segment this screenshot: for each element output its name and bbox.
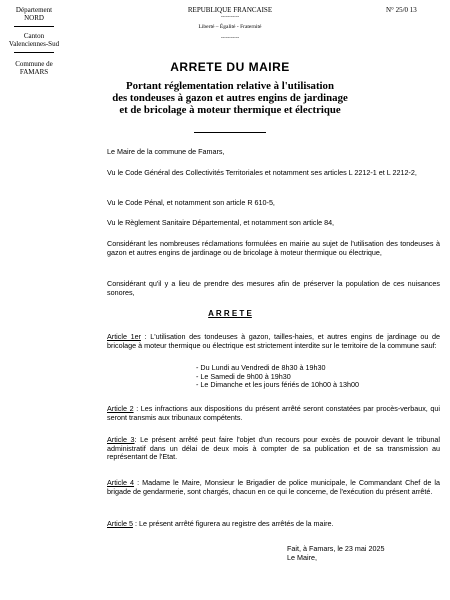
- subtitle: [60, 80, 400, 116]
- article-5-text: : Le présent arrêté figurera au registre des arrêtés de la maire.: [132, 519, 334, 528]
- commune-block: [4, 60, 64, 76]
- dash-line: -----------: [220, 15, 240, 20]
- decree-number: N° 25/0 13: [386, 6, 417, 14]
- canton-block: [4, 32, 64, 48]
- department-label: Département: [15, 6, 53, 14]
- subtitle-line: et de bricolage à moteur thermique et électrique: [119, 104, 341, 116]
- subtitle-line: des tondeuses à gazon et autres engins de jardinage: [112, 92, 348, 104]
- department-name: NORD: [24, 14, 44, 22]
- republic-block: [160, 6, 300, 42]
- arrete-heading: A R R E T E: [208, 309, 252, 318]
- article-1-label: Article 1er: [107, 332, 141, 341]
- article-2-label: Article 2: [107, 404, 134, 413]
- article-4: [107, 479, 440, 496]
- article-1: [107, 333, 440, 350]
- preamble-complaints: Considérant les nombreuses réclamations formulées en mairie au sujet de l'utilisation des tondeuses à gazon et autres engins de jardinage ou de bricolage à moteur thermique ou électrique,: [107, 239, 440, 257]
- article-5: [107, 520, 440, 529]
- article-4-label: Article 4: [107, 478, 135, 487]
- signature-role: Le Maire,: [287, 553, 317, 562]
- schedule-sunday-holidays: - Le Dimanche et les jours fériés de 10h00 à 13h00: [196, 380, 360, 390]
- article-2-text: : Les infractions aux dispositions du présent arrêté seront constatées par procès-verbaux, qui seront transmis aux tribunaux compétents.: [107, 404, 440, 422]
- schedule-weekdays: - Du Lundi au Vendredi de 8h30 à 19h30: [196, 363, 326, 372]
- article-4-text: : Madame le Maire, Monsieur le Brigadier de police municipale, le Commandant Chef de la brigade de gendarmerie, sont chargés, chacun en ce qui le concerne, de l'exécution du présent arrêté.: [107, 478, 440, 496]
- department-block: [4, 6, 64, 22]
- canton-name: Valenciennes-Sud: [8, 40, 60, 48]
- dash-line: -----------: [220, 36, 240, 41]
- signature-block: [287, 544, 384, 562]
- schedule-saturday: - Le Samedi de 9h00 à 19h30: [196, 371, 291, 381]
- article-2: [107, 405, 440, 422]
- motto: Liberté – Égalité - Fraternité: [198, 24, 262, 30]
- preamble-sanitary-rules: Vu le Règlement Sanitaire Départemental, et notamment son article 84,: [107, 218, 335, 227]
- republic-title: REPUBLIQUE FRANCAISE: [187, 6, 273, 14]
- divider: [194, 132, 266, 133]
- preamble-measures: Considérant qu'il y a lieu de prendre des mesures afin de préserver la population de ces nuisances sonores,: [107, 279, 440, 297]
- divider: [14, 52, 54, 53]
- divider: [14, 26, 54, 27]
- commune-label: Commune de: [15, 60, 53, 68]
- article-3: [107, 436, 440, 462]
- article-3-label: Article 3: [107, 435, 135, 444]
- subtitle-line: Portant réglementation relative à l'utilisation: [126, 80, 334, 92]
- page-title: ARRETE DU MAIRE: [170, 60, 290, 74]
- commune-name: FAMARS: [19, 68, 49, 76]
- preamble-penal-code: Vu le Code Pénal, et notamment son article R 610-5,: [107, 198, 275, 207]
- preamble-mayor: Le Maire de la commune de Famars,: [107, 147, 225, 156]
- article-5-label: Article 5: [107, 519, 133, 528]
- schedule-list: [196, 364, 359, 390]
- signature-place-date: Fait, à Famars, le 23 mai 2025: [287, 544, 385, 553]
- article-1-text: : L'utilisation des tondeuses à gazon, tailles-haies, et autres engins de jardinage ou de bricolage à moteur thermique ou électrique est strictement interdite sur le territoire de la commune sauf:: [107, 332, 440, 350]
- article-3-text: : Le présent arrêté peut faire l'objet d'un recours pour excès de pouvoir devant le tribunal administratif dans un délai de deux mois à compter de sa publication et de sa transmission au représentant de l'Etat.: [107, 435, 440, 462]
- canton-label: Canton: [23, 32, 45, 40]
- preamble-cgct: Vu le Code Général des Collectivités Territoriales et notamment ses articles L 2212-1 et L 2212-2,: [107, 168, 417, 177]
